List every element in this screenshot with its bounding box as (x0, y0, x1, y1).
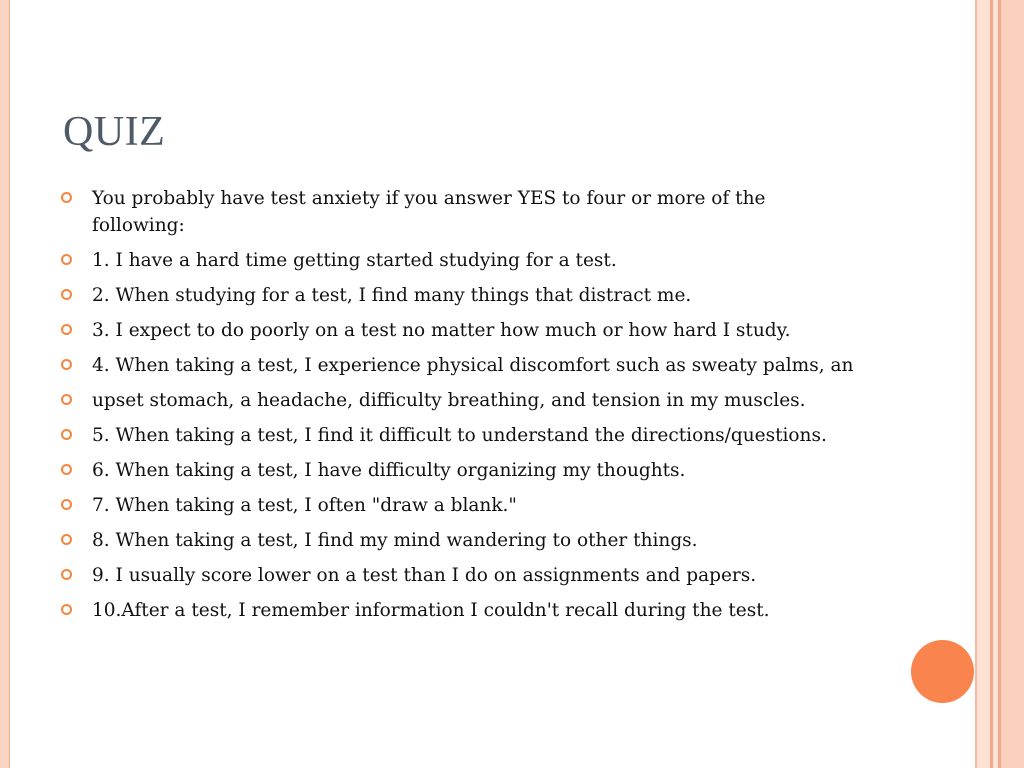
bullet-text: 7. When taking a test, I often "draw a blank." (92, 495, 517, 516)
bullet-circle-icon (61, 534, 72, 545)
bullet-item (60, 597, 860, 624)
bullet-text: 9. I usually score lower on a test than I do on assignments and papers. (92, 565, 757, 586)
bullet-item (60, 562, 860, 589)
bullet-text: 10.After a test, I remember information I couldn't recall during the test. (92, 600, 770, 621)
bullet-text: 5. When taking a test, I find it difficult to understand the directions/questions. (92, 425, 827, 446)
bullet-text: 6. When taking a test, I have difficulty organizing my thoughts. (92, 460, 686, 481)
decorative-circle (911, 640, 974, 703)
bullet-text: upset stomach, a headache, difficulty breathing, and tension in my muscles. (92, 390, 806, 411)
left-border-stripe (0, 0, 9, 768)
bullet-item (60, 422, 860, 449)
slide-title: QUIZ (63, 109, 166, 155)
bullet-circle-icon (61, 359, 72, 370)
bullet-circle-icon (61, 569, 72, 580)
bullet-circle-icon (61, 192, 72, 203)
left-border-line (9, 0, 10, 768)
right-border-stripe (977, 0, 990, 768)
bullet-text: 3. I expect to do poorly on a test no matter how much or how hard I study. (92, 320, 791, 341)
bullet-text: 8. When taking a test, I find my mind wandering to other things. (92, 530, 698, 551)
bullet-text: 4. When taking a test, I experience physical discomfort such as sweaty palms, an (92, 355, 854, 376)
bullet-text: 2. When studying for a test, I find many things that distract me. (92, 285, 692, 306)
bullet-circle-icon (61, 499, 72, 510)
bullet-item (60, 492, 860, 519)
bullet-text: You probably have test anxiety if you answer YES to four or more of the following: (92, 188, 766, 236)
bullet-item (60, 185, 860, 239)
bullet-item (60, 387, 860, 414)
bullet-circle-icon (61, 324, 72, 335)
bullet-item (60, 352, 860, 379)
bullet-circle-icon (61, 464, 72, 475)
right-border-stripe (1001, 0, 1024, 768)
bullet-item (60, 282, 860, 309)
bullet-item (60, 317, 860, 344)
bullet-circle-icon (61, 604, 72, 615)
bullet-circle-icon (61, 254, 72, 265)
bullet-text: 1. I have a hard time getting started studying for a test. (92, 250, 617, 271)
bullet-circle-icon (61, 394, 72, 405)
bullet-item (60, 247, 860, 274)
bullet-item (60, 527, 860, 554)
bullet-item (60, 457, 860, 484)
bullet-circle-icon (61, 429, 72, 440)
bullet-list (60, 185, 860, 632)
bullet-circle-icon (61, 289, 72, 300)
